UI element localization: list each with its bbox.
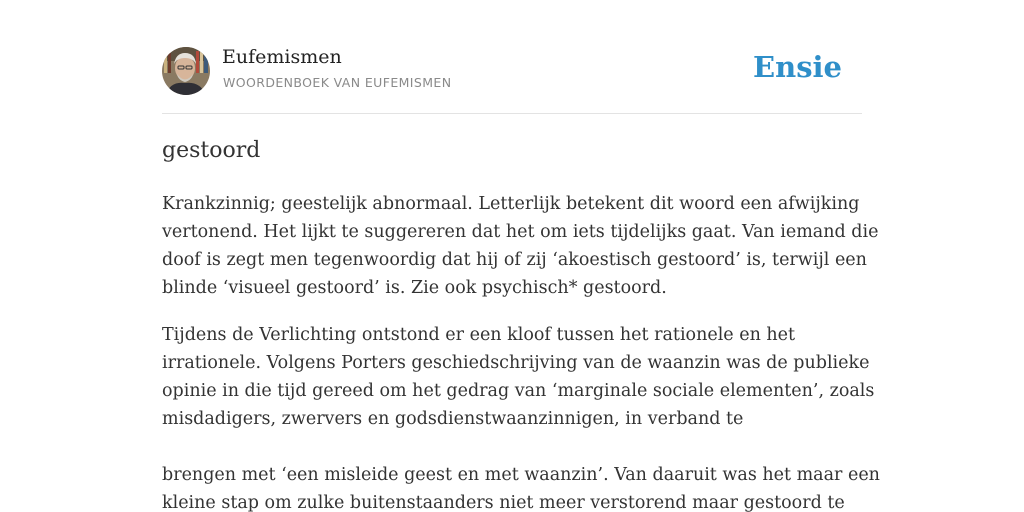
author-portrait-icon: [162, 47, 210, 95]
paragraph-line: irrationele. Volgens Porters geschiedschrijving van de waanzin was de publieke: [162, 353, 870, 373]
paragraph-line: Krankzinnig; geestelijk abnormaal. Letterlijk betekent dit woord een afwijking: [162, 194, 860, 214]
paragraph-line: Tijdens de Verlichting ontstond er een kloof tussen het rationele en het: [162, 325, 796, 345]
entry-title: gestoord: [162, 138, 261, 163]
paragraph-line: opinie in die tijd gereed om het gedrag van ‘marginale sociale elementen’, zoals: [162, 381, 875, 401]
source-title[interactable]: Eufemismen: [222, 46, 342, 68]
ensie-logo[interactable]: Ensie: [753, 50, 842, 84]
entry-paragraph-3: [162, 461, 880, 512]
paragraph-line: brengen met ‘een misleide geest en met waanzin’. Van daaruit was het maar een: [162, 465, 880, 485]
author-avatar[interactable]: [162, 47, 210, 95]
source-subtitle: WOORDENBOEK VAN EUFEMISMEN: [223, 75, 452, 90]
header: [162, 46, 862, 96]
entry-paragraph-1: [162, 190, 879, 302]
paragraph-line: kleine stap om zulke buitenstaanders niet meer verstorend maar gestoord te: [162, 493, 845, 512]
header-divider: [162, 113, 862, 114]
paragraph-line: misdadigers, zwervers en godsdienstwaanzinnigen, in verband te: [162, 409, 744, 429]
paragraph-line: vertonend. Het lijkt te suggereren dat het om iets tijdelijks gaat. Van iemand die: [162, 222, 879, 242]
entry-paragraph-2: [162, 321, 875, 433]
paragraph-line: blinde ‘visueel gestoord’ is. Zie ook psychisch* gestoord.: [162, 278, 667, 298]
paragraph-line: doof is zegt men tegenwoordig dat hij of zij ‘akoestisch gestoord’ is, terwijl een: [162, 250, 867, 270]
